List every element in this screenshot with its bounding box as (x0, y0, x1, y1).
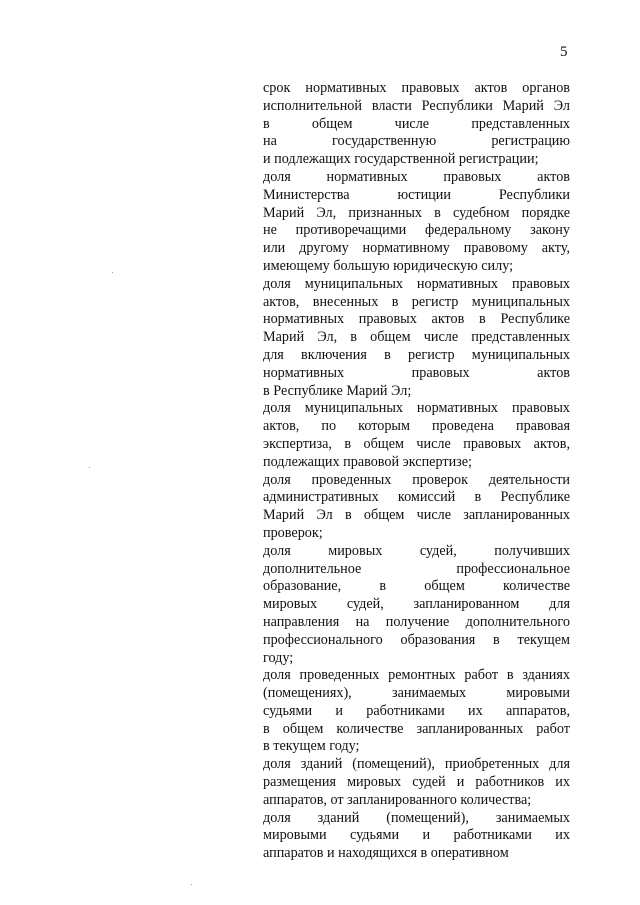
text-line: доля мировых судей, получивших (263, 542, 570, 559)
text-line: (помещениях), занимаемых мировыми (263, 685, 570, 702)
text-line: доля проведенных проверок деятельности (263, 471, 570, 488)
paragraph (263, 400, 570, 471)
text-line: нормативных правовых актов (263, 364, 570, 381)
text-line: на государственную регистрацию (263, 133, 570, 150)
text-line: Марий Эл, в общем числе представленных (263, 329, 570, 346)
text-line: доля муниципальных нормативных правовых (263, 400, 570, 417)
text-line: в текущем году; (263, 738, 360, 755)
text-line: профессионального образования в текущем (263, 631, 570, 648)
text-line: в Республике Марий Эл; (263, 382, 412, 399)
text-line: доля нормативных правовых актов (263, 168, 570, 185)
paragraph (263, 472, 570, 543)
text-line: направления на получение дополнительного (263, 613, 570, 630)
scan-speck (191, 884, 192, 885)
scan-speck (89, 467, 90, 468)
paragraph (263, 756, 570, 809)
paragraph (263, 667, 570, 756)
text-line: дополнительное профессиональное (263, 560, 570, 577)
text-line: аппаратов и находящихся в оперативном (263, 845, 509, 862)
text-line: году; (263, 649, 294, 666)
text-line: Министерства юстиции Республики (263, 186, 570, 203)
text-line: судьями и работниками их аппаратов, (263, 702, 570, 719)
text-line: образование, в общем количестве (263, 578, 570, 595)
text-line: мировых судей, запланированном для (263, 596, 570, 613)
text-line: исполнительной власти Республики Марий Эл (263, 97, 570, 114)
text-line: срок нормативных правовых актов органов (263, 80, 570, 96)
text-line: Марий Эл в общем числе запланированных (263, 507, 570, 524)
text-line: доля муниципальных нормативных правовых (263, 275, 570, 292)
text-line: мировыми судьями и работниками их (263, 827, 570, 844)
text-line: доля зданий (помещений), занимаемых (263, 809, 570, 826)
paragraph (263, 276, 570, 401)
text-line: в общем числе представленных (263, 115, 570, 132)
text-line: подлежащих правовой экспертизе; (263, 453, 473, 470)
scan-speck (112, 272, 113, 273)
text-line: доля зданий (помещений), приобретенных для (263, 756, 570, 773)
page-number: 5 (560, 44, 568, 60)
text-line: аппаратов, от запланированного количества; (263, 791, 532, 808)
text-line: актов, по которым проведена правовая (263, 418, 570, 435)
text-line: не противоречащими федеральному закону (263, 222, 570, 239)
text-line: и подлежащих государственной регистрации; (263, 151, 539, 168)
text-column (263, 80, 570, 863)
paragraph (263, 543, 570, 668)
text-line: для включения в регистр муниципальных (263, 346, 570, 363)
text-line: доля проведенных ремонтных работ в зданиях (263, 667, 570, 684)
text-line: актов, внесенных в регистр муниципальных (263, 293, 570, 310)
text-line: размещения мировых судей и работников их (263, 774, 570, 791)
text-line: нормативных правовых актов в Республике (263, 311, 570, 328)
paragraph (263, 169, 570, 276)
text-line: в общем количестве запланированных работ (263, 720, 570, 737)
paragraph (263, 810, 570, 863)
text-line: Марий Эл, признанных в судебном порядке (263, 204, 570, 221)
paragraph (263, 80, 570, 169)
text-line: проверок; (263, 524, 323, 541)
text-line: административных комиссий в Республике (263, 489, 570, 506)
text-line: имеющему большую юридическую силу; (263, 257, 514, 274)
text-line: или другому нормативному правовому акту, (263, 240, 570, 257)
text-line: экспертиза, в общем числе правовых актов, (263, 435, 570, 452)
